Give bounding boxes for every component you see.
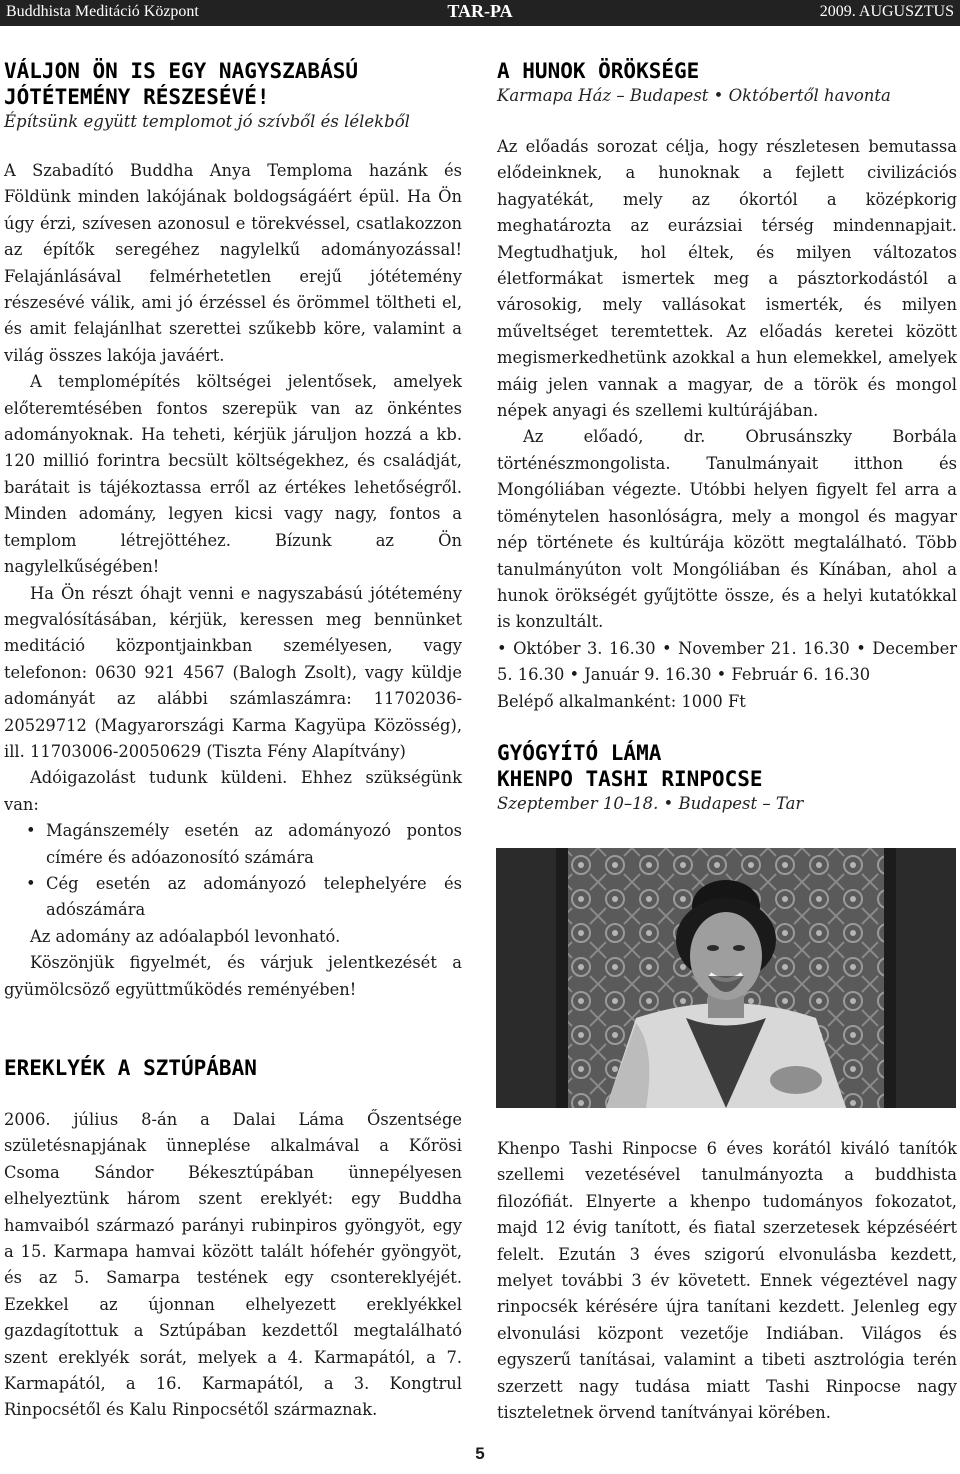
paragraph: Az előadó, dr. Obrusánszky Borbála történészmongolista. Tanulmányait itthon és Mongóliában végezte. Utóbbi helyen figyelt fel arra a töménytelen hasonlóságra, mely a mongol és magyar nép története és kultúrája között megtalálható. Több tanulmányúton volt Mongóliában és Kínában, ahol a hunok örökségét gyűjtötte össze, és a helyi kutatókkal is konzultált. — [497, 427, 957, 632]
header-issue-date: 2009. AUGUSZTUS — [819, 3, 954, 20]
paragraph: A Szabadító Buddha Anya Temploma hazánk és Földünk minden lakójának boldogságáért épül. Ha Ön úgy érzi, szívesen azonosul e törekvéssel, csatlakozzon az építők seregéhez nagylelkű adományozással! Felajánlásával felmérhetetlen erejű jótétemény részesévé válik, ami jó érzéssel és örömmel töltheti el, és amit felajánlhat szerettei szűkebb köre, valamint a világ összes lakója javáért. — [4, 161, 462, 365]
paragraph: 2006. július 8-án a Dalai Láma Őszentsége születésnapjának ünneplése alkalmával a Kőrösi Csoma Sándor Békesztúpában ünnepélyesen elhelyeztünk három szent ereklyét: egy Buddha hamvaiból származó parányi rubinpiros gyöngyöt, egy a 15. Karmapa hamvai között talált hófehér gyöngyöt, és az 5. Samarpa testének egy csontereklyéjét. Ezekkel az újonnan elhelyezett ereklyékkel gazdagítottuk a Sztúpában kezdettől megtalálható szent ereklyék sorát, melyek a 4. Karmapától, a 7. Karmapától, a 16. Karmapától, a 3. Kongtrul Rinpocsétől és Kalu Rinpocsétől származnak. — [4, 1110, 462, 1420]
article-relics-title: EREKLYÉK A SZTÚPÁBAN — [4, 1056, 257, 1080]
entry-fee: Belépő alkalmanként: 1000 Ft — [497, 691, 746, 711]
paragraph: Az adomány az adóalapból levonható. — [30, 926, 341, 946]
title-line: KHENPO TASHI RINPOCSE — [497, 767, 763, 791]
page-header — [0, 0, 960, 26]
paragraph: Köszönjük figyelmét, és várjuk jelentkezését a gyümölcsöző együttműködés reményében! — [4, 953, 462, 999]
lama-portrait-photo — [496, 848, 956, 1108]
paragraph: Ha Ön részt óhajt venni e nagyszabású jótétemény megvalósításában, kérjük, keressen meg bennünket meditáció központjainkban személyesen, vagy telefonon: 0630 921 4567 (Balogh Zsolt), vagy küldje adományát az alábbi számlaszámra: 11702036-20529712 (Magyarországi Karma Kagyüpa Közösség), ill. 11703006-20050629 (Tiszta Fény Alapítvány) — [4, 583, 462, 761]
list-item: • Magánszemély esetén az adományozó pontos címére és adóazonosító számára — [4, 818, 462, 871]
paragraph: Khenpo Tashi Rinpocse 6 éves korától kiváló tanítók szellemi vezetésével tanulmányozta a buddhista filozófiát. Elnyerte a khenpo tudományos fokozatot, majd 12 évig tanított, és fiatal szerzetesek képzéséért felelt. Ezután 3 éves szigorú elvonulásba kezdett, melyet további 3 év követett. Ennek végeztével nagy rinpocsék kérésére újra tanítani kezdett. Jelenleg egy elvonulási központ vezetője Indiában. Világos és egyszerű tanításai, valamint a tibeti asztrológia terén szerzett nagy tudása miatt Tashi Rinpocse nagy tiszteletnek örvend tanítványai körében. — [497, 1139, 957, 1423]
page-number: 5 — [475, 1444, 485, 1463]
paragraph: Az előadás sorozat célja, hogy részletesen bemutassa elődeinknek, a hunoknak a fejlett civilizációs hagyatékát, mely az ókortól a középkorig meghatározta az eurázsiai térség mindennapjait. Megtudhatjuk, hol éltek, és milyen változatos életformákat ismertek meg a pásztorkodástól a városokig, mely vallásokat ismerték, és milyen műveltséget teremtettek. Az előadás keretei között megismerkedhetünk azokkal a hun elemekkel, amelyek máig jelen vannak a magyar, de a török és mongol népek anyagi és szellemi kultúrájában. — [497, 137, 957, 421]
paragraph: A templomépítés költségei jelentősek, amelyek előteremtésében fontos szerepük van az önkéntes adományoknak. Ha teheti, kérjük járuljon hozzá a kb. 120 millió forintra becsült költségekhez, és családját, barátait is tájékoztassa erről az értékes lehetőségről. Minden adomány, legyen kicsi vagy nagy, fontos a templom létrejöttéhez. Bízunk az Ön nagylelkűségében! — [4, 372, 462, 577]
article-donation-title — [4, 58, 462, 110]
article-healing-lama-body — [497, 1136, 957, 1426]
event-dates: • Október 3. 16.30 • November 21. 16.30 • December 5. 16.30 • Január 9. 16.30 • Február 6. 16.30 — [497, 638, 957, 685]
article-huns-subtitle: Karmapa Ház – Budapest • Októbertől havonta — [497, 86, 891, 105]
article-healing-lama — [497, 740, 957, 816]
title-line: VÁLJON ÖN IS EGY NAGYSZABÁSÚ — [4, 59, 359, 83]
article-huns-title: A HUNOK ÖRÖKSÉGE — [497, 59, 700, 83]
article-donation-subtitle: Építsünk együtt templomot jó szívből és lélekből — [4, 112, 410, 131]
article-relics — [4, 1055, 462, 1424]
bullet-list — [4, 818, 462, 924]
title-line: JÓTÉTEMÉNY RÉSZESÉVÉ! — [4, 85, 270, 109]
article-huns — [497, 58, 957, 715]
article-healing-lama-title — [497, 740, 957, 792]
article-donation — [4, 58, 462, 1003]
header-publisher: Buddhista Meditáció Központ — [6, 3, 199, 20]
article-healing-lama-subtitle: Szeptember 10–18. • Budapest – Tar — [497, 794, 804, 813]
header-magazine-title: TAR-PA — [447, 1, 513, 21]
paragraph: Adóigazolást tudunk küldeni. Ehhez szükségünk van: — [4, 768, 462, 814]
title-line: GYÓGYÍTÓ LÁMA — [497, 741, 662, 765]
list-item: • Cég esetén az adományozó telephelyére és adószámára — [4, 871, 462, 924]
portrait-illustration — [496, 848, 956, 1108]
